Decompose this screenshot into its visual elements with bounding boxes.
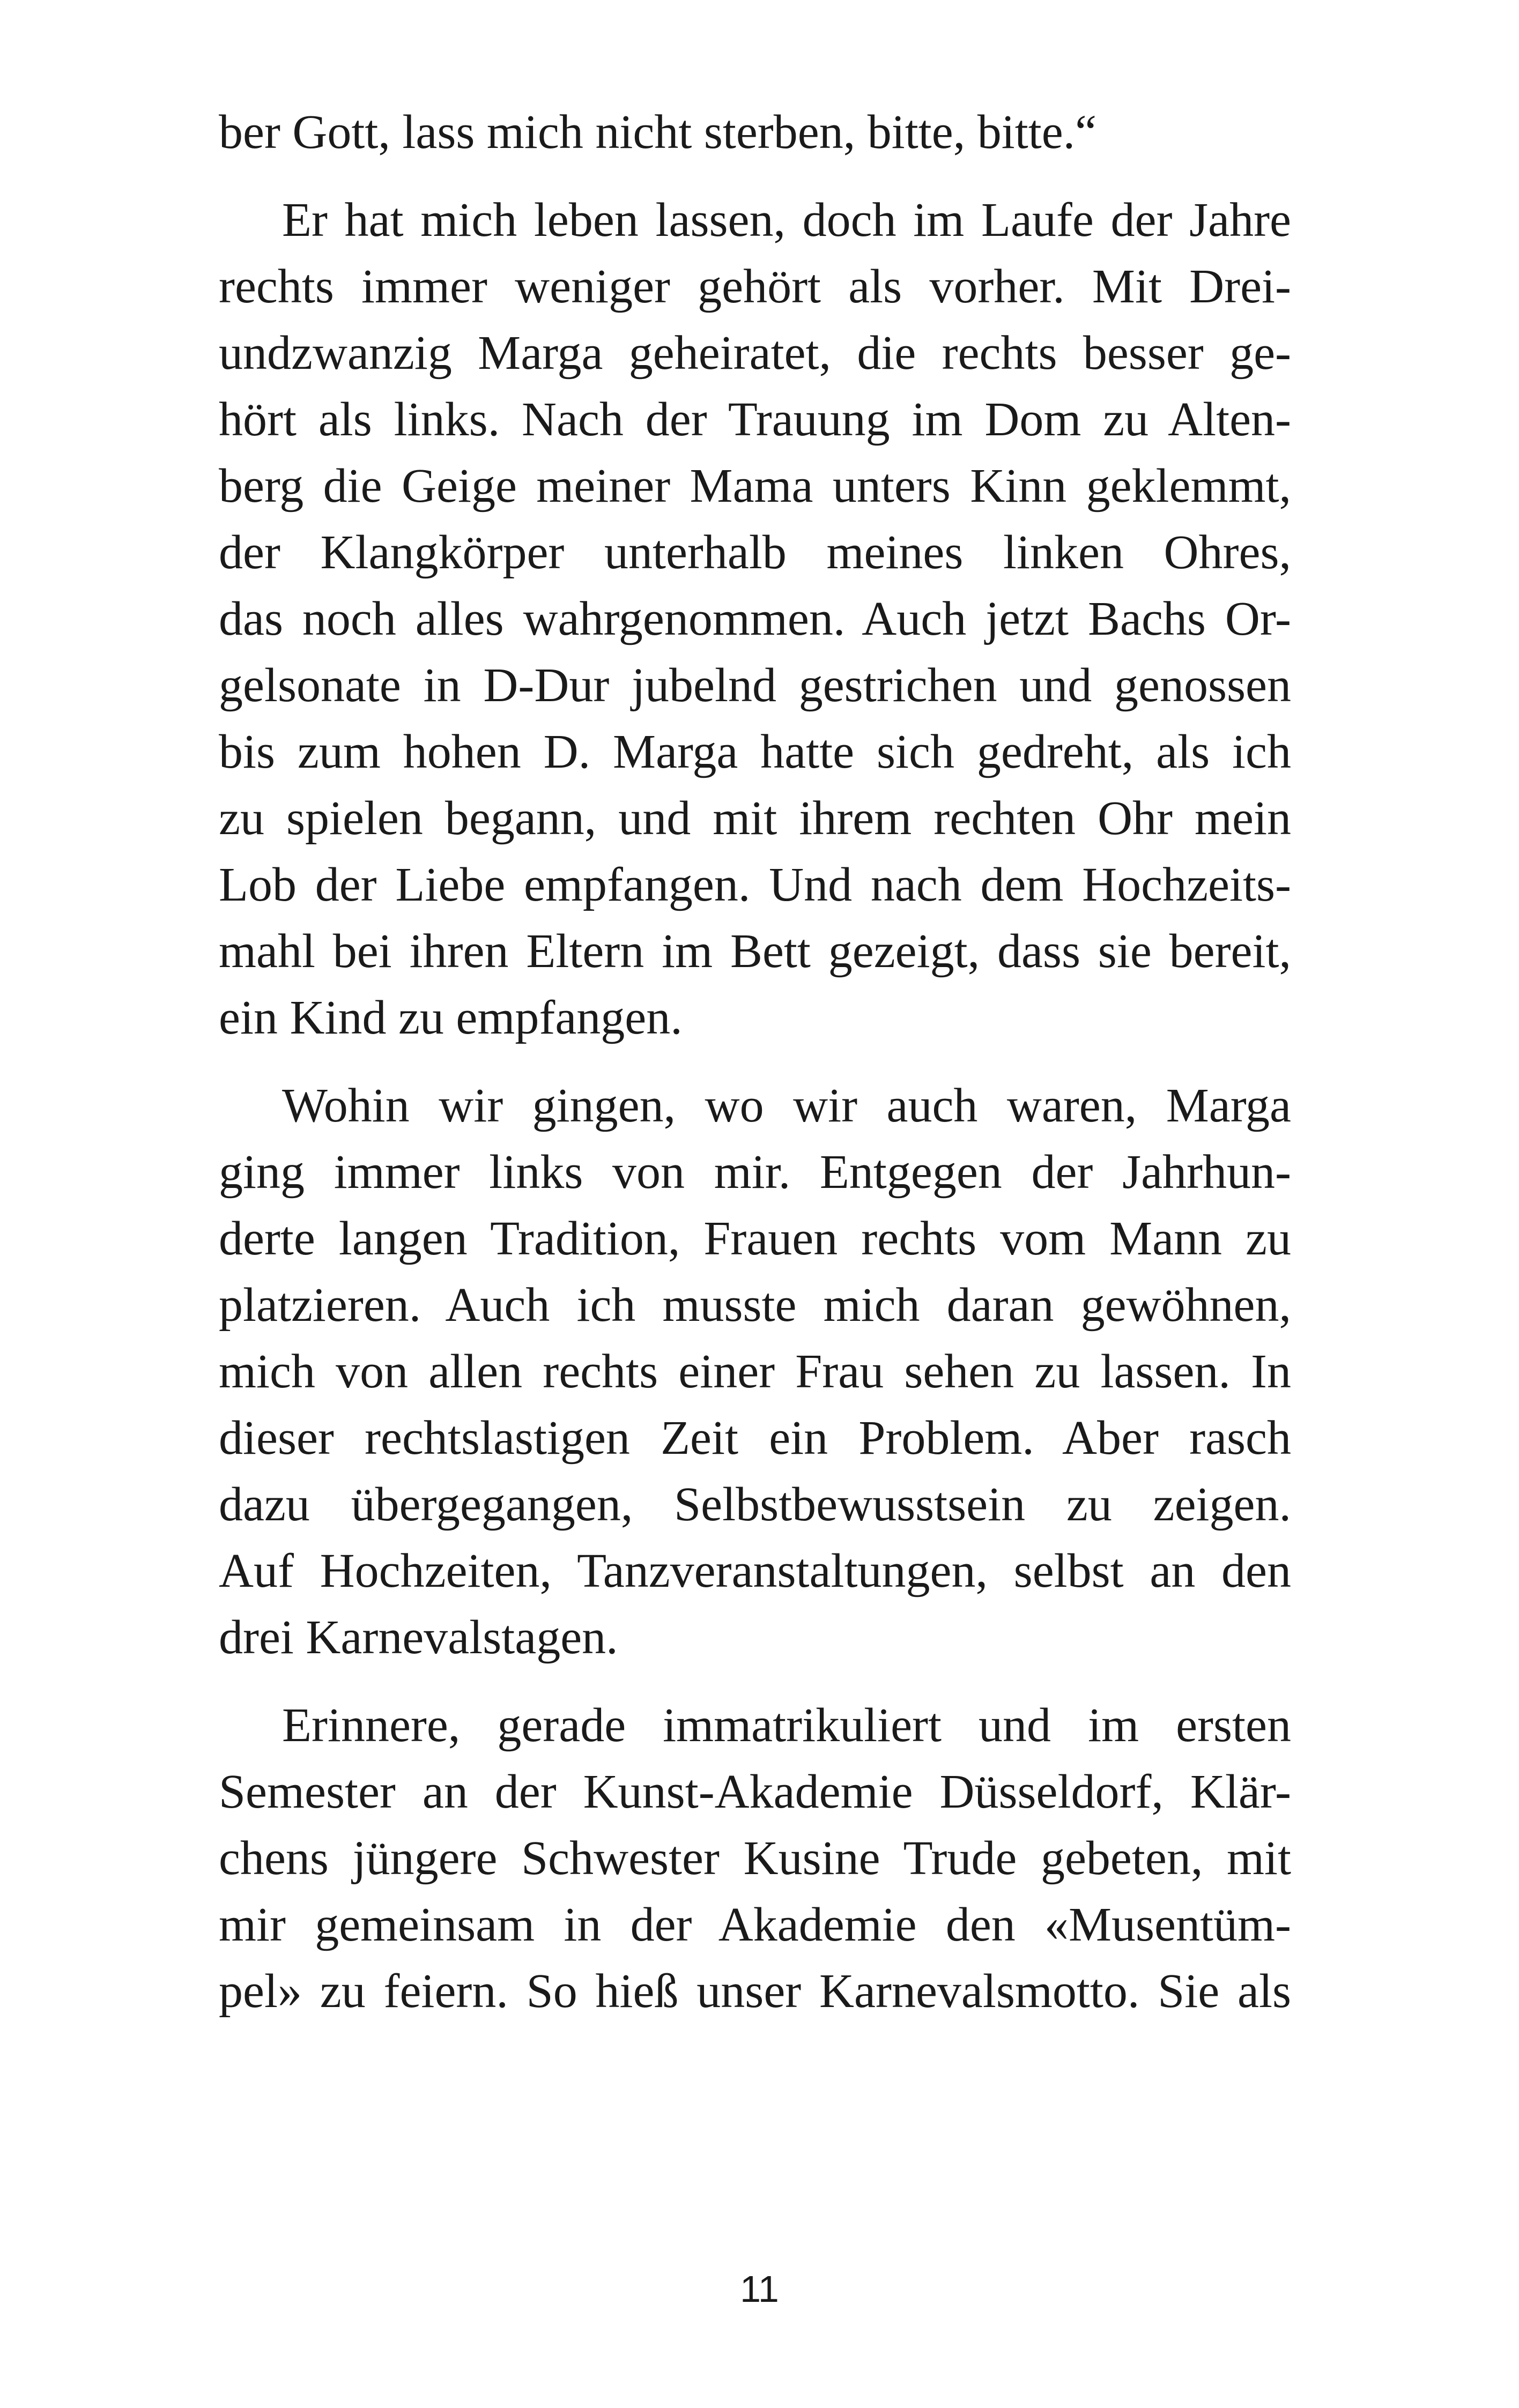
text-line: hört als links. Nach der Trauung im Dom zu Alten- [219, 393, 1291, 446]
body-text [219, 99, 1291, 2046]
text-line: mir gemeinsam in der Akademie den «Musentüm- [219, 1898, 1291, 1951]
text-line: der Klangkörper unterhalb meines linken Ohres, [219, 526, 1291, 579]
text-line: Lob der Liebe empfangen. Und nach dem Hochzeits- [219, 858, 1291, 911]
text-line: Erinnere, gerade immatrikuliert und im ersten [282, 1699, 1291, 1752]
text-line: chens jüngere Schwester Kusine Trude gebeten, mit [219, 1832, 1291, 1885]
text-line: ging immer links von mir. Entgegen der Jahrhun- [219, 1146, 1291, 1199]
text-line: dieser rechtslastigen Zeit ein Problem. Aber rasch [219, 1411, 1291, 1465]
text-line: pel» zu feiern. So hieß unser Karnevalsmotto. Sie als [219, 1965, 1291, 2018]
paragraph [219, 187, 1291, 1051]
page-number: 11 [740, 2268, 779, 2310]
text-line: derte langen Tradition, Frauen rechts vom Mann zu [219, 1212, 1291, 1265]
text-line: undzwanzig Marga geheiratet, die rechts besser ge- [219, 326, 1291, 380]
paragraph [219, 1692, 1291, 2025]
paragraph [219, 1073, 1291, 1671]
text-line: mich von allen rechts einer Frau sehen zu lassen. In [219, 1345, 1291, 1398]
text-line: gelsonate in D-Dur jubelnd gestrichen und genossen [219, 659, 1291, 712]
text-line: ber Gott, lass mich nicht sterben, bitte, bitte.“ [219, 106, 1097, 159]
text-line: Wohin wir gingen, wo wir auch waren, Marga [282, 1079, 1291, 1132]
text-line: ein Kind zu empfangen. [219, 991, 683, 1044]
text-line: bis zum hohen D. Marga hatte sich gedreht, als ich [219, 725, 1291, 778]
text-line: Semester an der Kunst-Akademie Düsseldorf, Klär- [219, 1765, 1291, 1818]
text-line: Er hat mich leben lassen, doch im Laufe der Jahre [282, 194, 1291, 247]
text-line: drei Karnevalstagen. [219, 1611, 618, 1664]
text-line: zu spielen begann, und mit ihrem rechten Ohr mein [219, 792, 1291, 845]
text-line: Auf Hochzeiten, Tanzveranstaltungen, selbst an den [219, 1544, 1291, 1597]
text-line: rechts immer weniger gehört als vorher. Mit Drei- [219, 260, 1291, 313]
text-line: dazu übergegangen, Selbstbewusstsein zu zeigen. [219, 1478, 1291, 1531]
text-line: platzieren. Auch ich musste mich daran gewöhnen, [219, 1279, 1291, 1332]
text-line: berg die Geige meiner Mama unters Kinn geklemmt, [219, 459, 1291, 512]
text-line: das noch alles wahrgenommen. Auch jetzt Bachs Or- [219, 592, 1291, 645]
text-line: mahl bei ihren Eltern im Bett gezeigt, dass sie bereit, [219, 925, 1291, 978]
paragraph [219, 99, 1291, 166]
